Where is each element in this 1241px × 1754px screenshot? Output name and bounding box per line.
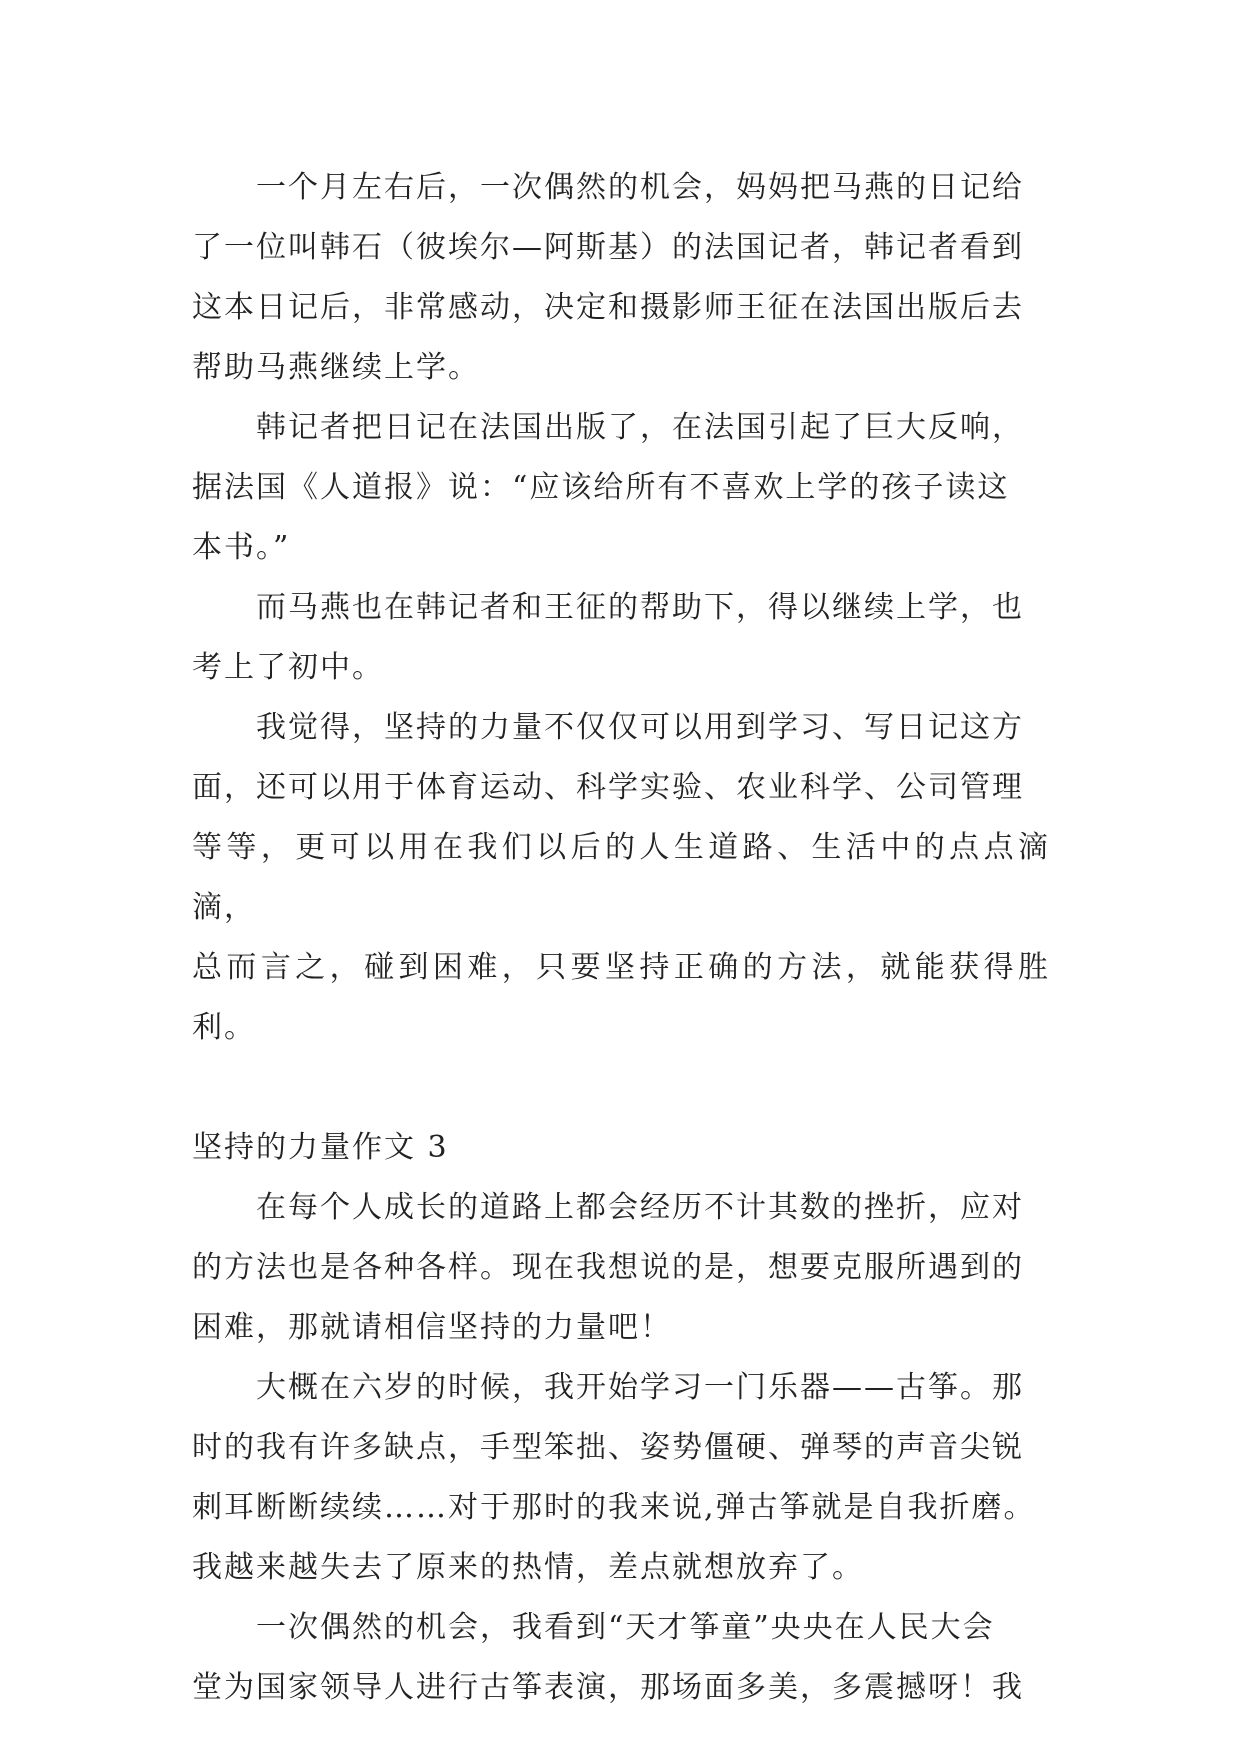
paragraph: 在每个人成长的道路上都会经历不计其数的挫折，应对 的方法也是各种各样。现在我想说的是，想要克服所遇到的 困难，那就请相信坚持的力量吧！: [192, 1190, 1024, 1345]
document-body: [192, 158, 1050, 1718]
paragraph: 一次偶然的机会，我看到“天才筝童”央央在人民大会 堂为国家领导人进行古筝表演，那场面多美，多震撼呀！我: [192, 1610, 1024, 1705]
paragraph: 我觉得，坚持的力量不仅仅可以用到学习、写日记这方 面，还可以用于体育运动、科学实验、农业科学、公司管理 等等，更可以用在我们以后的人生道路、生活中的点点滴滴， 总而言之，碰到困难，只要坚持正确的方法，就能获得胜利。: [192, 710, 1050, 1045]
section-title: 坚持的力量作文 3: [192, 1130, 449, 1165]
paragraph: 大概在六岁的时候，我开始学习一门乐器——古筝。那 时的我有许多缺点，手型笨拙、姿势僵硬、弹琴的声音尖锐 刺耳断断续续……对于那时的我来说,弹古筝就是自我折磨。 我越来越失去了原来的热情，差点就想放弃了。: [192, 1370, 1036, 1585]
paragraph: 而马燕也在韩记者和王征的帮助下，得以继续上学，也 考上了初中。: [192, 590, 1024, 685]
paragraph: 韩记者把日记在法国出版了，在法国引起了巨大反响， 据法国《人道报》说：“应该给所有不喜欢上学的孩子读这 本书。”: [192, 410, 1024, 565]
paragraph: 一个月左右后，一次偶然的机会，妈妈把马燕的日记给 了一位叫韩石（彼埃尔—阿斯基）的法国记者，韩记者看到 这本日记后，非常感动，决定和摄影师王征在法国出版后去 帮助马燕继续上学。: [192, 170, 1024, 385]
section-spacer: [192, 1058, 1050, 1118]
